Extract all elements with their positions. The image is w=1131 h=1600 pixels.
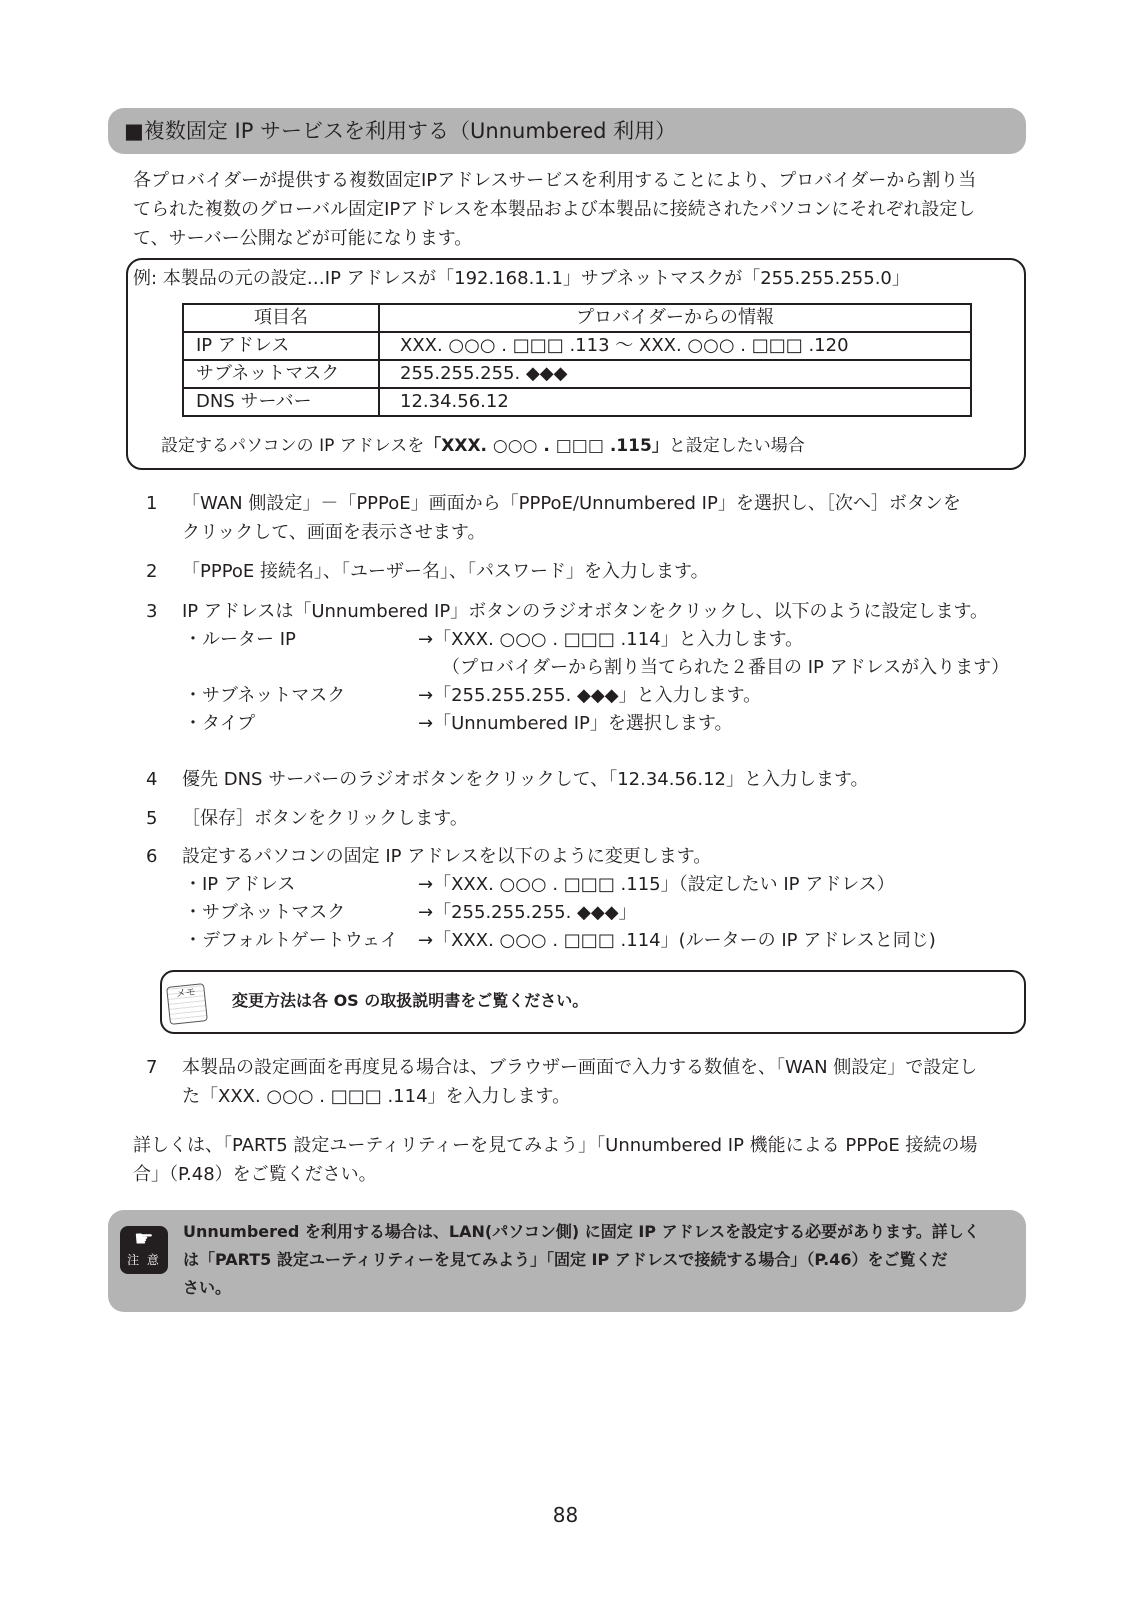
intro-line-3: て、サーバー公開などが可能になります。: [133, 228, 473, 249]
caution-line-1: Unnumbered を利用する場合は、LAN(パソコン側) に固定 IP アドレスを設定する必要があります。詳しく: [183, 1222, 980, 1241]
table-header-row: [183, 304, 971, 332]
memo-text: 変更方法は各 OS の取扱説明書をご覧ください。: [232, 991, 589, 1010]
details-line-2: 合」（P.48）をご覧ください。: [133, 1164, 377, 1185]
example-footer: [161, 432, 805, 460]
step-6-item-value: →「XXX. ○○○ . □□□ .115」（設定したい IP アドレス）: [418, 874, 895, 895]
provider-info-table: [182, 303, 972, 417]
details-line-1: 詳しくは、「PART5 設定ユーティリティーを見てみよう」「Unnumbered IP 機能による PPPoE 接続の場: [133, 1135, 978, 1156]
section-title: ■複数固定 IP サービスを利用する（Unnumbered 利用）: [124, 119, 677, 143]
intro-line-1: 各プロバイダーが提供する複数固定IPアドレスサービスを利用することにより、プロバイダーから割り当: [133, 170, 977, 191]
page-number: 88: [552, 1503, 579, 1527]
step-number: 3: [146, 601, 158, 622]
caution-line-2: は「PART5 設定ユーティリティーを見てみよう」「固定 IP アドレスで接続する場合」（P.46）をご覧くだ: [183, 1250, 948, 1269]
example-footer-prefix: 設定するパソコンの IP アドレスを: [161, 436, 425, 456]
example-heading: 例: 本製品の元の設定…IP アドレスが「192.168.1.1」サブネットマスクが「255.255.255.0」: [133, 268, 910, 289]
example-footer-value: 「XXX. ○○○ . □□□ .115」: [424, 436, 669, 456]
step-3-item-label: ・タイプ: [184, 713, 256, 734]
step-6-item-label: ・IP アドレス: [184, 874, 296, 895]
pointing-hand-icon: ☛: [134, 1227, 154, 1252]
table-cell: サブネットマスク: [183, 360, 379, 388]
step-5-line-1: ［保存］ボタンをクリックします。: [182, 808, 468, 829]
step-6-line-1: 設定するパソコンの固定 IP アドレスを以下のように変更します。: [182, 846, 712, 867]
table-cell: IP アドレス: [183, 332, 379, 360]
step-6-item-label: ・サブネットマスク: [184, 902, 346, 923]
step-number: 6: [146, 846, 158, 867]
step-number: 1: [146, 493, 158, 514]
step-3-item-value: →「255.255.255. ◆◆◆」と入力します。: [418, 685, 762, 706]
caution-label: 注 意: [127, 1253, 161, 1267]
step-1-line-1: 「WAN 側設定」－「PPPoE」画面から「PPPoE/Unnumbered IP」を選択し、［次へ］ボタンを: [182, 493, 961, 514]
step-2-line-1: 「PPPoE 接続名」、「ユーザー名」、「パスワード」を入力します。: [182, 561, 709, 582]
step-4-line-1: 優先 DNS サーバーのラジオボタンをクリックして、「12.34.56.12」と入力します。: [182, 769, 869, 790]
table-row: [183, 332, 971, 360]
step-6-item-value: →「255.255.255. ◆◆◆」: [418, 902, 637, 923]
step-3-item-label: ・サブネットマスク: [184, 685, 346, 706]
step-3-item-note: （プロバイダーから割り当てられた２番目の IP アドレスが入ります）: [442, 657, 1010, 678]
table-header-item: 項目名: [183, 304, 379, 332]
example-footer-suffix: と設定したい場合: [668, 436, 805, 456]
step-7-line-2: た「XXX. ○○○ . □□□ .114」を入力します。: [182, 1086, 571, 1107]
step-1-line-2: クリックして、画面を表示させます。: [182, 522, 486, 543]
step-number: 4: [146, 769, 158, 790]
step-3-line-1: IP アドレスは「Unnumbered IP」ボタンのラジオボタンをクリックし、以下のように設定します。: [182, 601, 989, 622]
step-number: 7: [146, 1057, 158, 1078]
step-3-item-value: →「Unnumbered IP」を選択します。: [418, 713, 733, 734]
table-cell: 12.34.56.12: [379, 388, 971, 416]
step-6-item-label: ・デフォルトゲートウェイ: [184, 930, 399, 951]
memo-icon: メモ: [166, 983, 208, 1025]
caution-line-3: さい。: [183, 1278, 232, 1297]
step-number: 2: [146, 561, 158, 582]
table-row: [183, 360, 971, 388]
step-number: 5: [146, 808, 158, 829]
step-7-line-1: 本製品の設定画面を再度見る場合は、ブラウザー画面で入力する数値を、「WAN 側設定」で設定し: [182, 1057, 978, 1078]
intro-line-2: てられた複数のグローバル固定IPアドレスを本製品および本製品に接続されたパソコンにそれぞれ設定し: [133, 199, 976, 220]
table-cell: DNS サーバー: [183, 388, 379, 416]
step-3-item-label: ・ルーター IP: [184, 629, 296, 650]
table-row: [183, 388, 971, 416]
table-header-info: プロバイダーからの情報: [379, 304, 971, 332]
caution-icon: [120, 1226, 168, 1274]
step-6-item-value: →「XXX. ○○○ . □□□ .114」(ルーターの IP アドレスと同じ): [418, 930, 936, 951]
table-cell: XXX. ○○○ . □□□ .113 〜 XXX. ○○○ . □□□ .120: [379, 332, 971, 360]
table-cell: 255.255.255. ◆◆◆: [379, 360, 971, 388]
step-3-item-value: →「XXX. ○○○ . □□□ .114」と入力します。: [418, 629, 804, 650]
